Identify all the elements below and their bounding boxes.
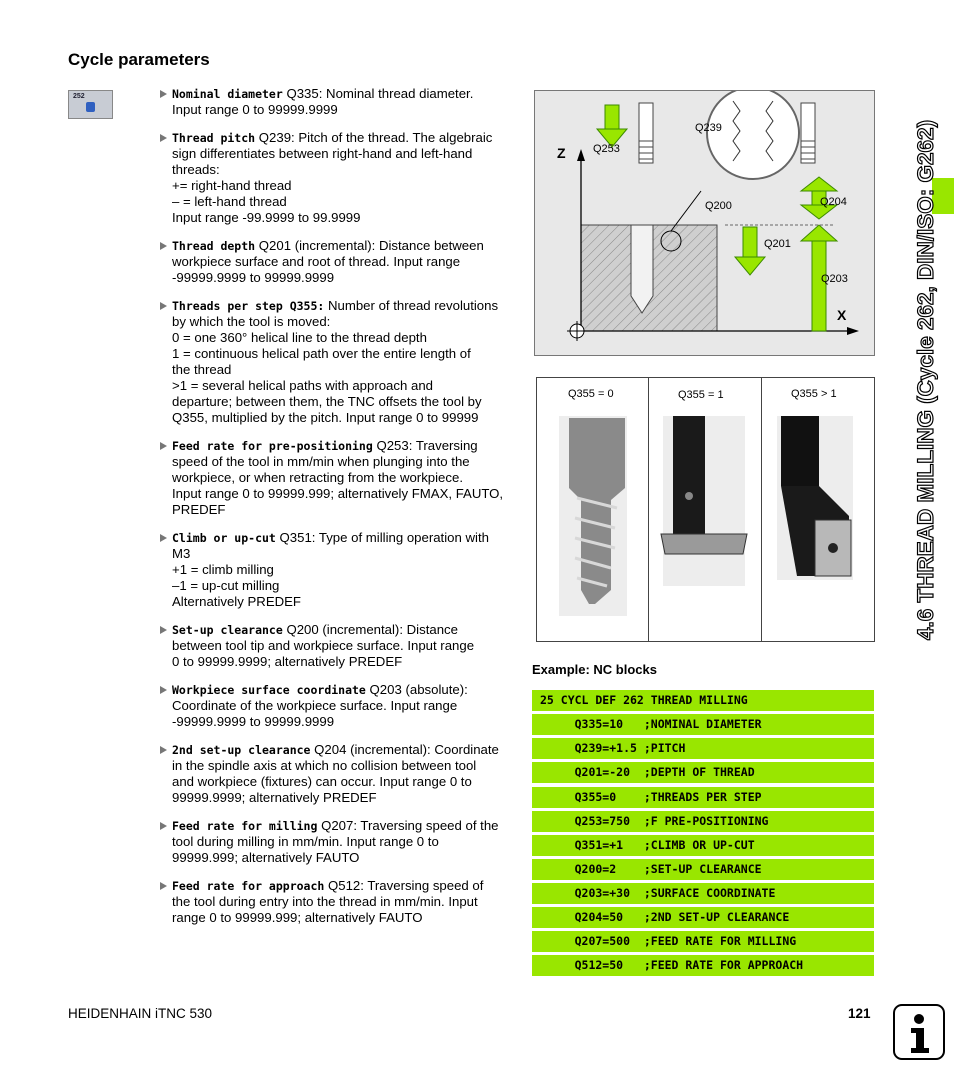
param-q239: Thread pitch Q239: Pitch of the thread. The algebraic sign differentiates between right-hand and left-hand threads: += right-hand thread – = left-hand thread Input range -99.9999 to 99.9999 xyxy=(160,130,515,226)
page-number: 121 xyxy=(848,1006,871,1021)
photo-tool-gt1 xyxy=(777,416,853,580)
nc-line: Q335=10 ;NOMINAL DIAMETER xyxy=(532,714,874,735)
param-q335: Nominal diameter Q335: Nominal thread diameter. Input range 0 to 99999.9999 xyxy=(160,86,515,118)
nc-line: Q351=+1 ;CLIMB OR UP-CUT xyxy=(532,835,874,856)
detail-circle xyxy=(707,91,799,179)
thread-milling-diagram xyxy=(534,90,875,356)
example-title: Example: NC blocks xyxy=(532,662,657,677)
tool-photos xyxy=(536,377,875,642)
param-q203: Workpiece surface coordinate Q203 (absolute): Coordinate of the workpiece surface. Input range -99999.9999 to 99999.9999 xyxy=(160,682,515,730)
nc-line: Q200=2 ;SET-UP CLEARANCE xyxy=(532,859,874,880)
param-q355: Threads per step Q355: Number of thread revolutions by which the tool is moved: 0 = one 360° helical line to the thread depth 1 = continuous helical path over the entire length of the thread >1 = several helical paths with approach and departure; between them, the TNC offsets the tool by Q355, multiplied by the pitch. Input range 0 to 99999 xyxy=(160,298,515,426)
param-q351: Climb or up-cut Q351: Type of milling operation with M3 +1 = climb milling –1 = up-cut milling Alternatively PREDEF xyxy=(160,530,515,610)
nc-line: Q201=-20 ;DEPTH OF THREAD xyxy=(532,762,874,783)
page-title: Cycle parameters xyxy=(68,50,210,69)
tool-left xyxy=(639,103,653,163)
nc-line: Q203=+30 ;SURFACE COORDINATE xyxy=(532,883,874,904)
nc-line: Q355=0 ;THREADS PER STEP xyxy=(532,787,874,808)
x-axis-label: X xyxy=(837,307,847,323)
nc-line: Q512=50 ;FEED RATE FOR APPROACH xyxy=(532,955,874,976)
nc-line: Q239=+1.5 ;PITCH xyxy=(532,738,874,759)
param-q204: 2nd set-up clearance Q204 (incremental): Coordinate in the spindle axis at which no collision between tool and workpiece (fixtures) can occur. Input range 0 to 99999.9999; alternatively PREDEF xyxy=(160,742,515,806)
param-q512: Feed rate for approach Q512: Traversing speed of the tool during entry into the thread in mm/min. Input range 0 to 99999.999; alternatively FAUTO xyxy=(160,878,515,926)
nc-line: Q253=750 ;F PRE-POSITIONING xyxy=(532,811,874,832)
photo-label-q355-1: Q355 = 1 xyxy=(678,389,724,401)
arrow-q201 xyxy=(735,227,765,275)
q253-label: Q253 xyxy=(593,143,620,155)
chapter-side-tab xyxy=(898,40,954,680)
chapter-title: 4.6 THREAD MILLING (Cycle 262, DIN/ISO: G262) xyxy=(913,119,938,641)
q239-label: Q239 xyxy=(695,122,722,134)
cycle-252-icon xyxy=(68,90,113,119)
q203-label: Q203 xyxy=(821,273,848,285)
param-q207: Feed rate for milling Q207: Traversing speed of the tool during milling in mm/min. Input range 0 to 99999.999; alternatively FAUTO xyxy=(160,818,515,866)
nc-line: 25 CYCL DEF 262 THREAD MILLING xyxy=(532,690,874,711)
photo-tool-1 xyxy=(661,416,747,586)
param-q253: Feed rate for pre-positioning Q253: Traversing speed of the tool in mm/min when plunging into the workpiece, or when retracting from the workpiece. Input range 0 to 99999.999; alternatively FMAX, FAUTO, PREDEF xyxy=(160,438,515,518)
tool-right xyxy=(801,103,815,163)
footer-product: HEIDENHAIN iTNC 530 xyxy=(68,1006,213,1021)
param-q200: Set-up clearance Q200 (incremental): Distance between tool tip and workpiece surface. Input range 0 to 99999.9999; alternatively PREDEF xyxy=(160,622,515,670)
q200-label: Q200 xyxy=(705,200,732,212)
z-axis-label: Z xyxy=(557,145,566,161)
info-icon xyxy=(893,1004,945,1060)
cycle-icon-label: 252 xyxy=(73,93,85,100)
photo-tool-0 xyxy=(559,416,627,616)
nc-line: Q207=500 ;FEED RATE FOR MILLING xyxy=(532,931,874,952)
nc-line: Q204=50 ;2ND SET-UP CLEARANCE xyxy=(532,907,874,928)
workpiece xyxy=(581,225,717,331)
arrow-q253 xyxy=(597,105,627,147)
photo-label-q355-0: Q355 = 0 xyxy=(568,388,614,400)
photo-label-q355-gt1: Q355 > 1 xyxy=(791,388,837,400)
q204-label: Q204 xyxy=(820,196,847,208)
param-q201: Thread depth Q201 (incremental): Distance between workpiece surface and root of thread. Input range -99999.9999 to 99999.9999 xyxy=(160,238,515,286)
parameter-list xyxy=(160,86,515,938)
q201-label: Q201 xyxy=(764,238,791,250)
